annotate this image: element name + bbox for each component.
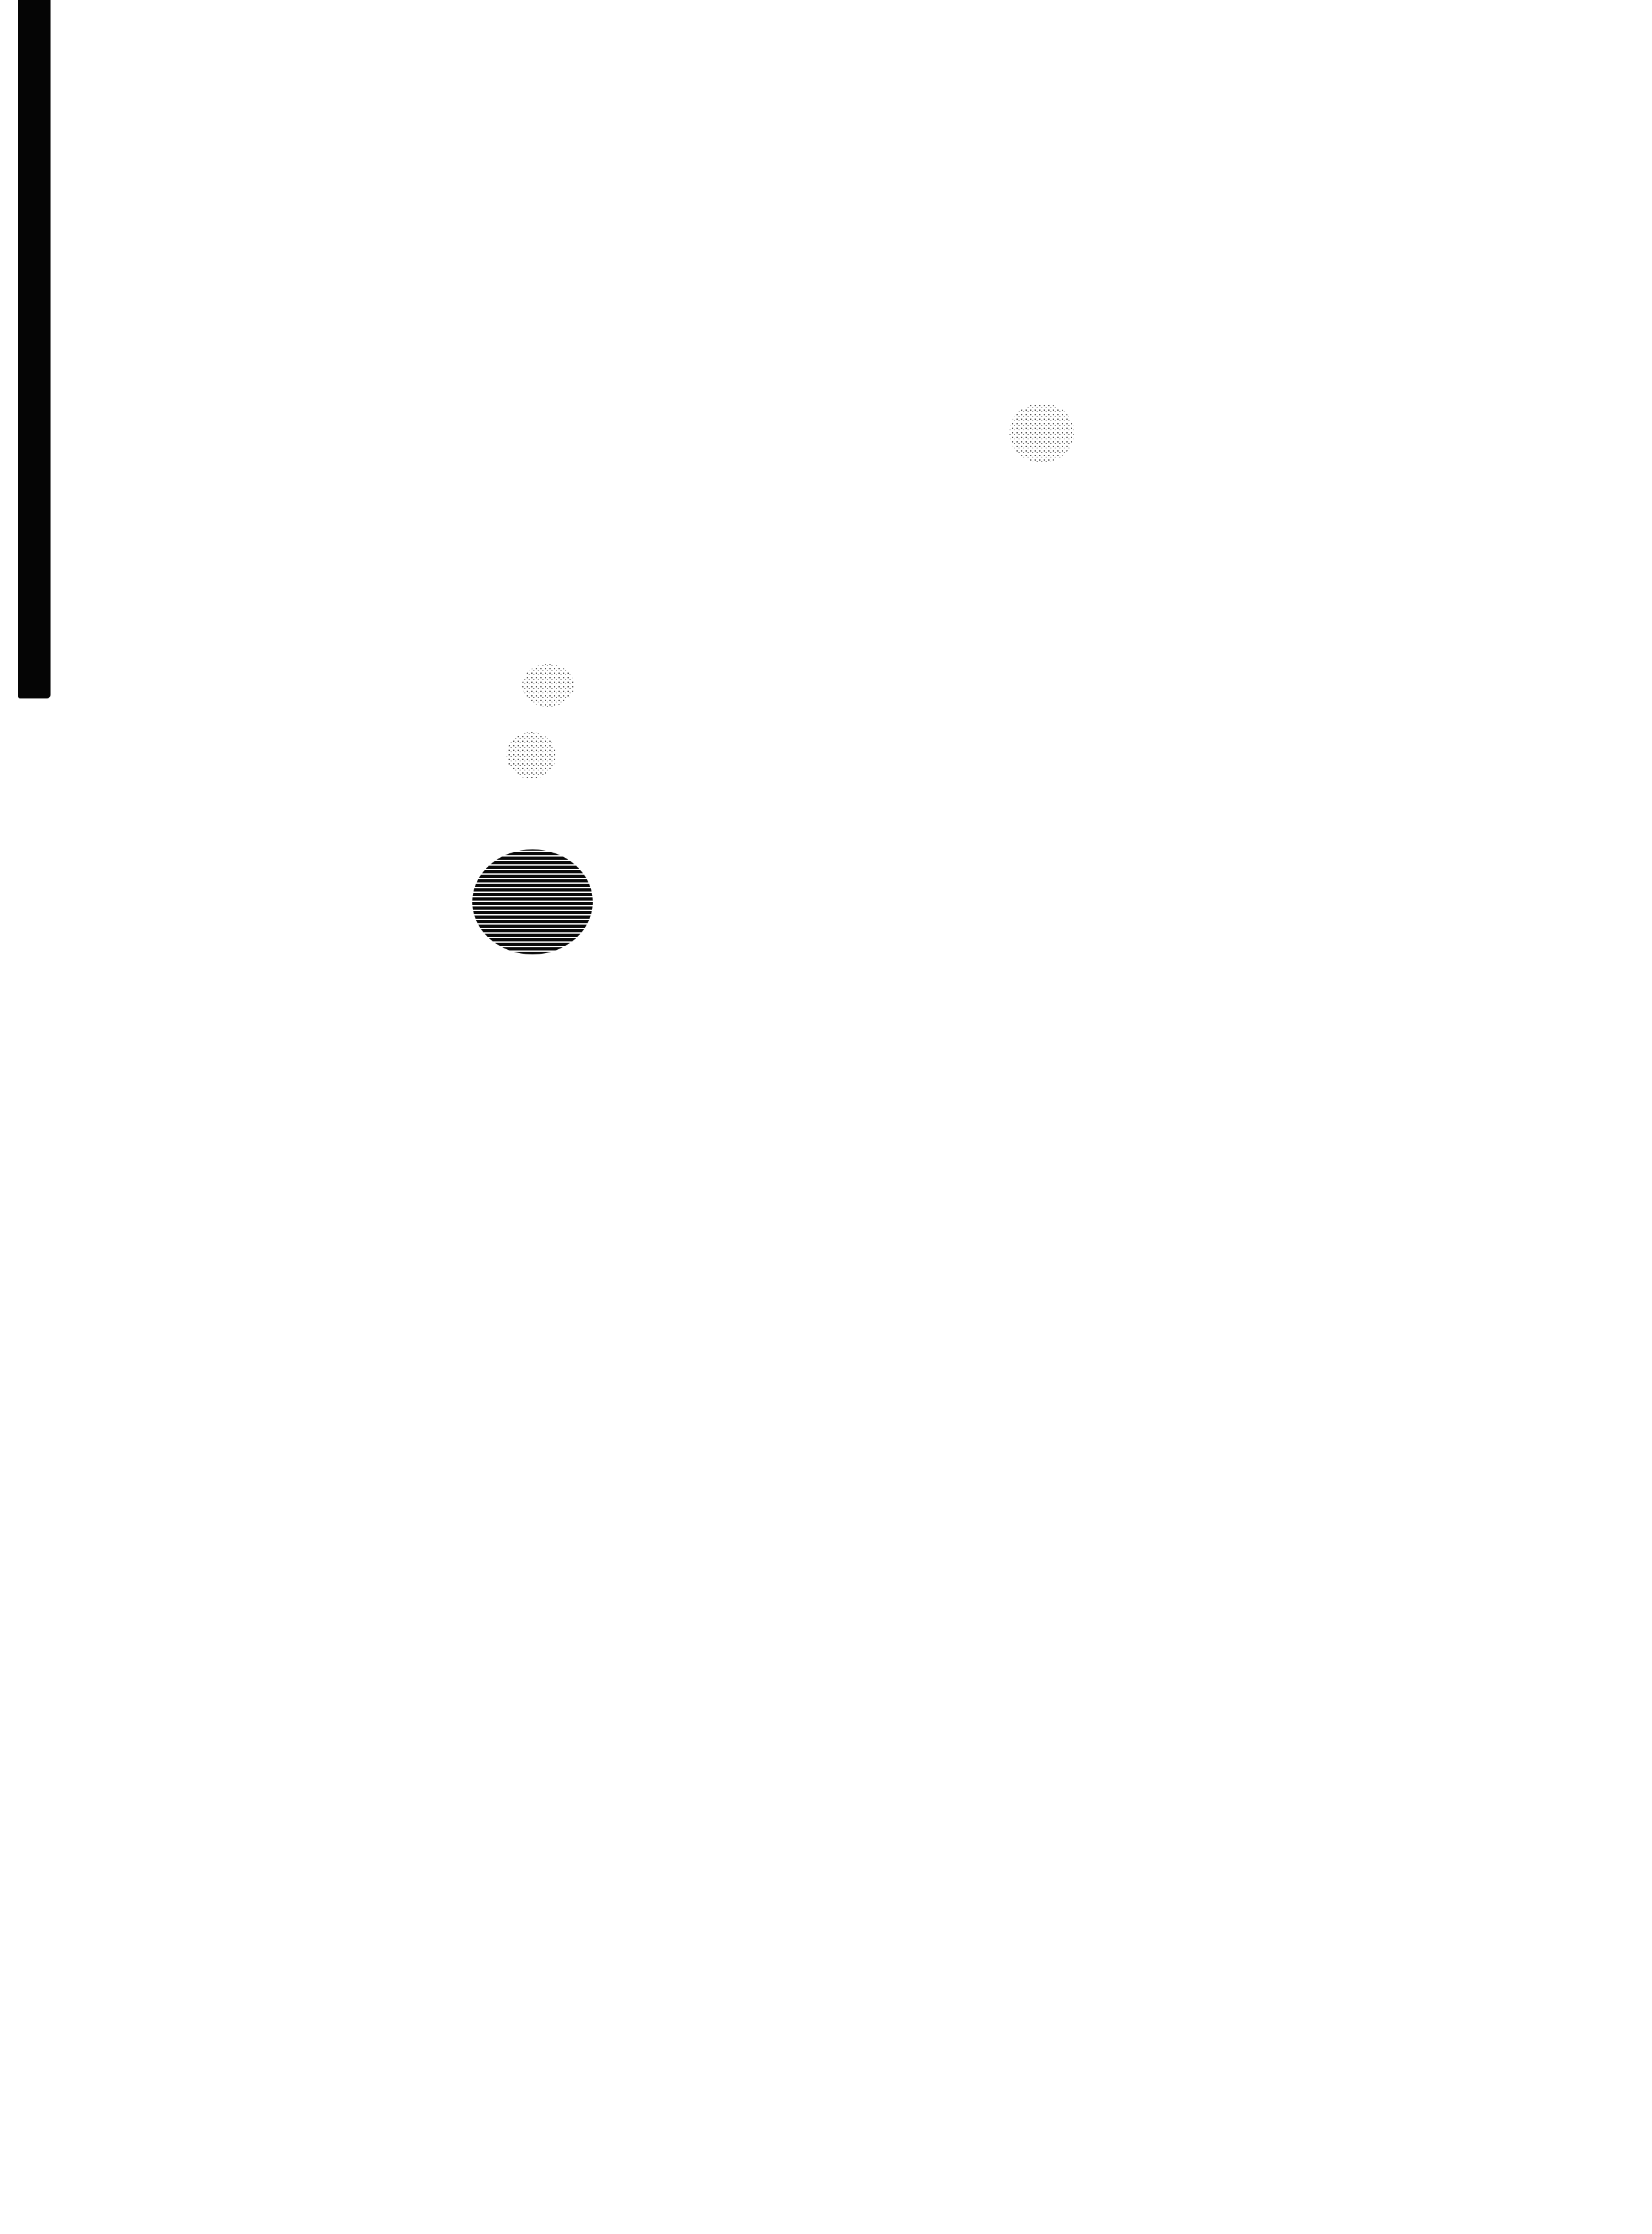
paragraph-line [167, 2023, 1473, 2075]
paragraph-line [167, 1499, 1473, 1551]
paragraph-line [167, 1653, 1473, 1705]
section-heading [167, 1222, 1473, 1274]
territory-map [0, 0, 1652, 1101]
paragraph-line [167, 1171, 1473, 1223]
paragraph-line [167, 1289, 1473, 1341]
paragraph-line [167, 1810, 1473, 1862]
paragraph-line [167, 1550, 1473, 1602]
paragraph-line [167, 1342, 1473, 1394]
paragraph-line [167, 1603, 1473, 1655]
paragraph-line [167, 1446, 1473, 1498]
paragraph-line [167, 1117, 1473, 1169]
map-labels-top [0, 0, 1652, 1101]
paragraph-line [167, 1917, 1473, 1968]
paragraph-line [167, 1707, 1473, 1758]
paragraph-line [167, 1970, 1473, 2021]
paragraph-line [167, 1760, 1473, 1812]
paragraph-line [167, 1396, 1473, 1447]
paragraph-line [167, 1863, 1473, 1915]
